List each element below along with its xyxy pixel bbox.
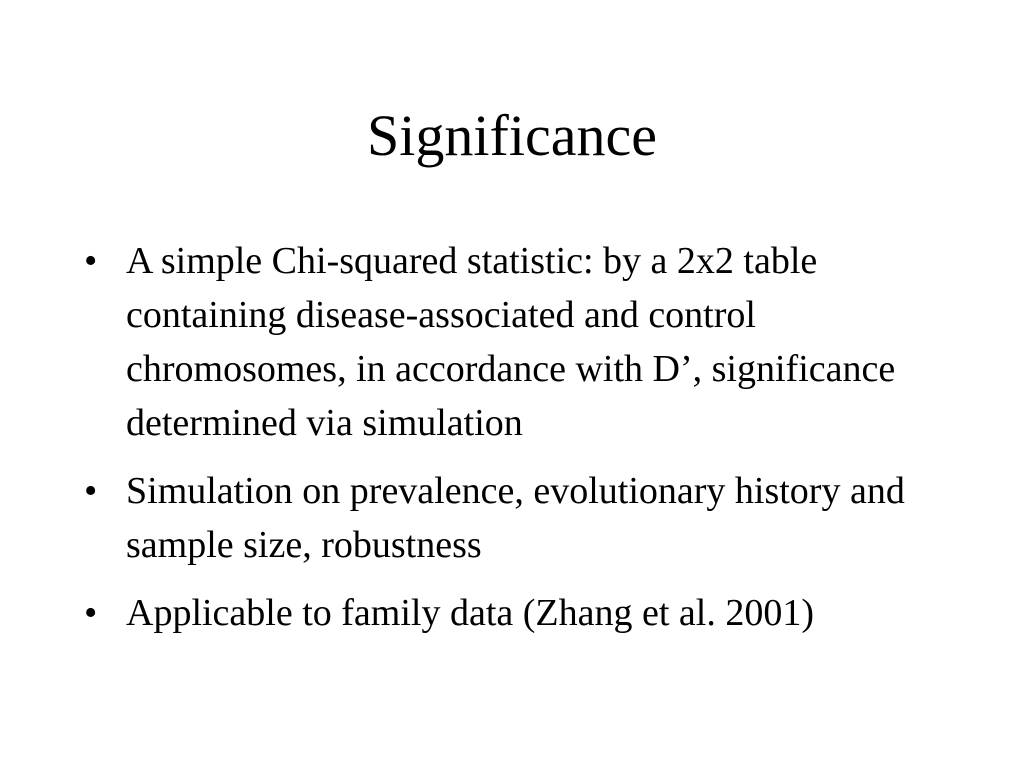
bullet-item-family-data [84, 586, 914, 640]
bullet-icon: • [84, 240, 98, 282]
bullet-text: Simulation on prevalence, evolutionary history and sample size, robustness [126, 470, 905, 566]
bullet-text: Applicable to family data (Zhang et al. 2001) [126, 592, 814, 634]
bullet-icon: • [84, 470, 98, 512]
slide-title: Significance [367, 103, 657, 168]
bullet-item-chi-squared [84, 234, 914, 450]
bullet-icon: • [84, 592, 98, 634]
bullet-text: A simple Chi-squared statistic: by a 2x2 table containing disease-associated and control chromosomes, in accordance with D’, significance determined via simulation [126, 240, 896, 444]
bullet-item-simulation [84, 464, 914, 572]
bullet-list [84, 234, 914, 654]
